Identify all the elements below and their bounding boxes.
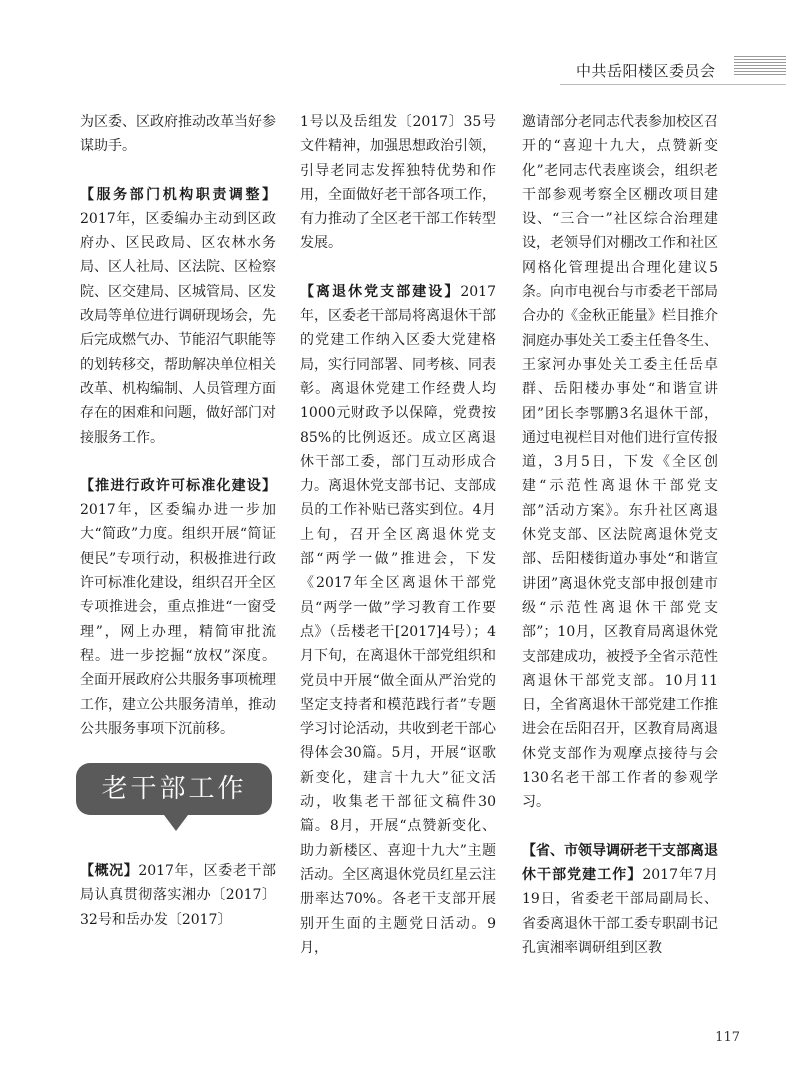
section-leader-research [522,839,718,960]
header-decorative-stripes [734,56,786,76]
chapter-badge-title: 老干部工作 [101,773,247,804]
section-heading: 【服务部门机构职责调整】 [80,186,276,203]
chapter-badge [80,763,276,833]
section-body: 2017年，区委编办进一步加大“简政”力度。组织开展“简证便民”专项行动，积极推进行政许可标准化建设，组织召开全区专项推进会，重点推进“一窗受理”，网上办理，精简审批流程。进一步挖掘“放权”深度。全面开展政府公共服务事项梳理工作，建立公共服务清单，推动公共服务事项下沉前移。 [80,502,276,737]
section-body: 2017年，区委编办主动到区政府办、区民政局、区农林水务局、区人社局、区法院、区检察院、区交建局、区城管局、区发改局等单位进行调研现场会，先后完成燃气办、节能沼气职能等的划转移交，帮助解决单位相关改革、机构编制、人员管理方面存在的困难和问题，做好部门对接服务工作。 [80,210,276,446]
section-overview [80,859,276,932]
page-number: 117 [715,1030,740,1045]
section-heading: 【推进行政许可标准化建设】 [80,477,276,494]
column-1 [80,110,276,932]
section-retired-party-branch [300,280,496,960]
section-body: 2017年，区委老干部局认真贯彻落实湘办〔2017〕32号和岳办发〔2017〕 [80,863,276,928]
section-body: 2017年7月19日，省委老干部局副局长、省委离退休干部工委专职副书记孔寅湘率调研组到区教 [522,866,719,956]
header-title: 中共岳阳楼区委员会 [576,62,716,80]
column-3 [522,110,718,960]
column-2 [300,110,496,960]
section-service-dept-adjustment [80,183,276,450]
chapter-badge-box [76,763,272,815]
section-heading: 【省、市领导调研老干支部离退休干部党建工作】 [522,842,718,883]
section-heading: 【概况】 [80,863,139,880]
paragraph-continuation: 为区委、区政府推动改革当好参谋助手。 [80,114,276,155]
paragraph-continuation: 1号以及岳组发〔2017〕35号文件精神，加强思想政治引领，引导老同志发挥独特优势和作用，全面做好老干部各项工作，有力推动了全区老干部工作转型发展。 [300,114,496,252]
section-body: 2017年，区委老干部局将离退休干部的党建工作纳入区委大党建格局，实行同部署、同考核、同表彰。离退休党建工作经费人均1000元财政予以保障，党费按85%的比例返还。成立区离退休干部工委，部门互动形成合力。离退休党支部书记、支部成员的工作补贴已落实到位。4月上旬，召开全区离退休党支部“两学一做”推进会，下发《2017年全区离退休干部党员“两学一做”学习教育工作要点》（岳楼老干[2017]4号）；4月下旬，在离退休干部党组织和党员中开展“做全面从严治党的坚定支持者和模范践行者”专题学习讨论活动，共收到老干部心得体会30篇。5月，开展“讴歌新变化，建言十九大”征文活动，收集老干部征文稿件30篇。8月，开展“点赞新变化、助力新楼区、喜迎十九大”主题活动。全区离退休党员红星云注册率达70%。各老干支部开展别开生面的主题党日活动。9月， [300,283,496,956]
section-heading: 【离退休党支部建设】 [300,283,461,300]
speech-bubble-tail-icon [164,815,188,831]
section-admin-license-standardization [80,474,276,741]
paragraph-continuation: 邀请部分老同志代表参加校区召开的“喜迎十九大，点赞新变化”老同志代表座谈会，组织老干部参观考察全区棚改项目建设、“三合一”社区综合治理建设，老领导们对棚改工作和社区网格化管理提出合理化建议5条。向市电视台与市委老干部局合办的《金秋正能量》栏目推介洞庭办事处关工委主任鲁冬生、王家河办事处关工委主任岳卓群、岳阳楼办事处“和谐宣讲团”团长李鄂鹏3名退休干部，通过电视栏目对他们进行宣传报道，3月5日，下发《全区创建“示范性离退休干部党支部”活动方案》。东升社区离退休党支部、区法院离退休党支部、岳阳楼街道办事处“和谐宣讲团”离退休党支部申报创建市级“示范性离退休干部党支部”；10月，区教育局离退休党支部建成功，被授予全省示范性离退休干部党支部。10月11日，全省离退休干部党建工作推进会在岳阳召开，区教育局离退休党支部作为观摩点接待与会130名老干部工作者的参观学习。 [522,114,718,811]
header-rule [560,84,786,85]
